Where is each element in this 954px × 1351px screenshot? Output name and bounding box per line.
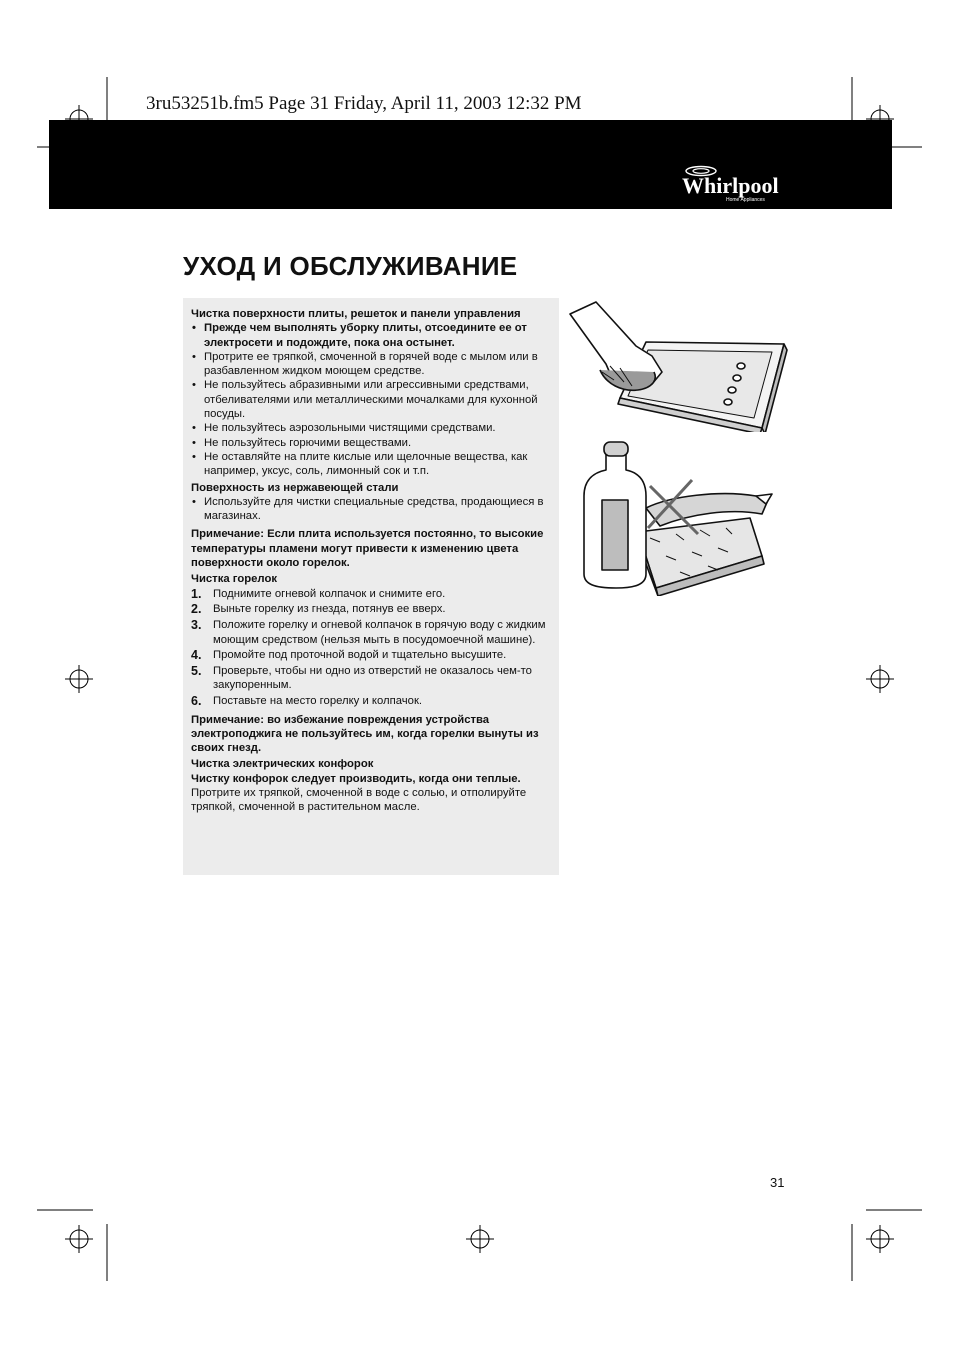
print-slug: 3ru53251b.fm5 Page 31 Friday, April 11, 2003 12:32 PM	[146, 93, 582, 114]
step-number: 1.	[191, 586, 202, 601]
steel-list	[191, 495, 553, 524]
list-item: • Используйте для чистки специальные средства, продающиеся в магазинах.	[191, 495, 553, 524]
step-number: 2.	[191, 602, 202, 617]
step-number: 5.	[191, 664, 202, 679]
brand-name: Whirlpool	[682, 173, 779, 198]
electric-heading: Чистка электрических конфорок	[191, 758, 374, 771]
list-item	[191, 602, 553, 616]
list-item: • Не пользуйтесь абразивными или агрессивными средствами, отбеливателями или металлическими мочалками для кухонной посуды.	[191, 378, 553, 421]
step-text: Проверьте, чтобы ни одно из отверстий не оказалось чем-то закупоренным.	[213, 665, 532, 692]
list-item	[191, 694, 553, 708]
whirlpool-logo	[672, 163, 792, 207]
steel-heading: Поверхность из нержавеющей стали	[191, 481, 399, 494]
step-text: Поднимите огневой колпачок и снимите его.	[213, 587, 446, 600]
list-item	[191, 587, 553, 601]
note-discoloration: Примечание: Если плита используется постоянно, то высокие температуры пламени могут привести к изменению цвета поверхности около горелок.	[191, 528, 544, 570]
step-text: Поставьте на место горелку и колпачок.	[213, 695, 423, 708]
step-text: Промойте под проточной водой и тщательно высушите.	[213, 649, 507, 662]
hob-cleaning-illustration	[566, 300, 790, 432]
brand-subtitle: Home Appliances	[726, 197, 765, 203]
list-item	[191, 664, 553, 693]
cleaning-products-illustration	[580, 438, 776, 596]
note-ignition: Примечание: во избежание повреждения устройства электроподжига не пользуйтесь им, когда горелки вынуты из своих гнезд.	[191, 713, 539, 755]
step-text: Выньте горелку из гнезда, потянув ее вверх.	[213, 603, 446, 616]
list-item: • Не пользуйтесь горючими веществами.	[191, 436, 553, 450]
step-text: Положите горелку и огневой колпачок в горячую воду с жидким моющим средством (нельзя мыть в посудомоечной машине).	[213, 619, 546, 646]
burner-steps	[191, 587, 553, 709]
list-item: • Протрите ее тряпкой, смоченной в горячей воде с мылом или в разбавленном жидком моющем средстве.	[191, 350, 553, 379]
list-item: • Прежде чем выполнять уборку плиты, отсоедините ее от электросети и подождите, пока она остынет.	[191, 321, 553, 350]
surface-list	[191, 321, 553, 478]
electric-instructions: Протрите их тряпкой, смоченной в воде с солью, и отполируйте тряпкой, смоченной в растительном масле.	[191, 787, 527, 814]
page-title: УХОД И ОБСЛУЖИВАНИЕ	[183, 251, 518, 281]
list-item: • Не пользуйтесь аэрозольными чистящими средствами.	[191, 421, 553, 435]
page-number: 31	[770, 1175, 785, 1190]
list-item	[191, 618, 553, 647]
list-item: • Не оставляйте на плите кислые или щелочные вещества, как например, уксус, соль, лимонный сок и т.п.	[191, 450, 553, 479]
content-text	[191, 305, 553, 815]
burners-heading: Чистка горелок	[191, 573, 277, 586]
list-item	[191, 648, 553, 662]
step-number: 3.	[191, 618, 202, 633]
surface-heading: Чистка поверхности плиты, решеток и панели управления	[191, 308, 521, 320]
step-number: 6.	[191, 694, 202, 709]
step-number: 4.	[191, 648, 202, 663]
electric-warning: Чистку конфорок следует производить, когда они теплые.	[191, 772, 521, 785]
